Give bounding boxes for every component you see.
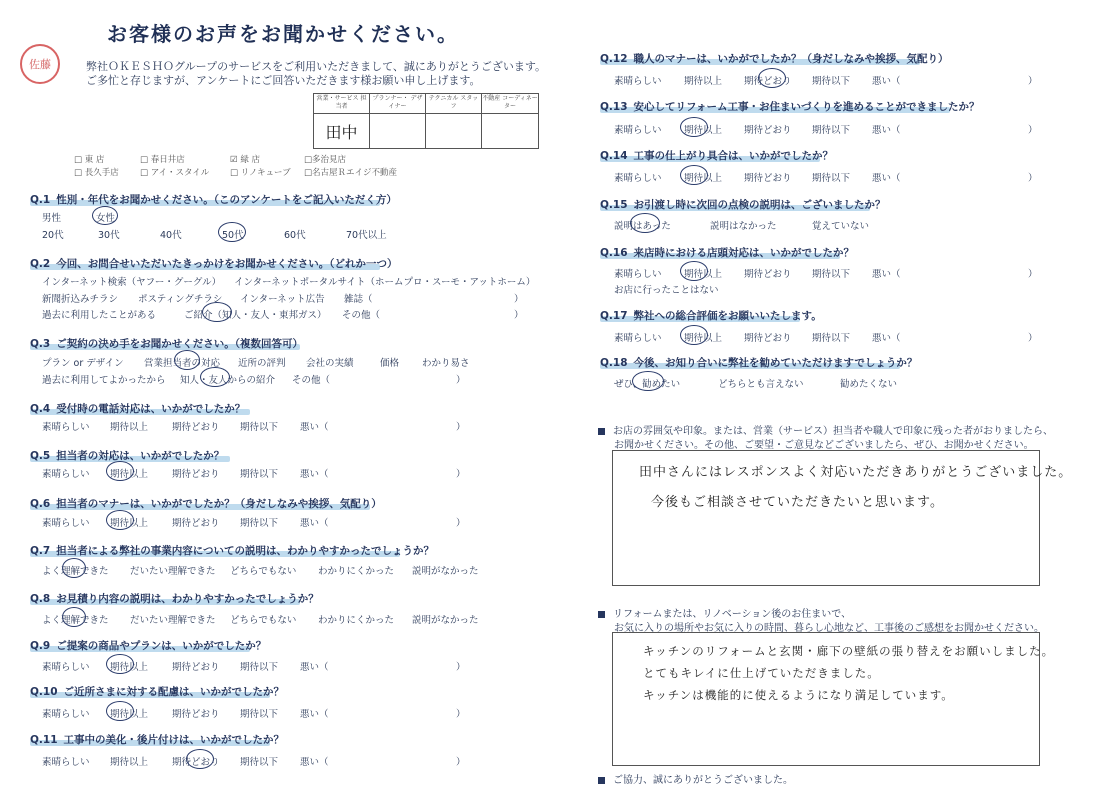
q13-title: Q.13 安心してリフォーム工事・お住まいづくりを進めることができましたか？	[600, 101, 980, 113]
store-nagakute[interactable]: □ 長久手店	[74, 168, 119, 178]
q16-option-below[interactable]: 期待以下	[812, 269, 851, 280]
q6-option-bad[interactable]: 悪い（	[300, 518, 329, 529]
intro-line-1: 弊社ＯＫＥＳＨＯグループのサービスをご利用いただきまして、誠にありがとうございます。	[86, 60, 547, 73]
q14-title: Q.14 工事の仕上がり具合は、いかがでしたか？	[600, 150, 834, 162]
comment2-line-3: キッチンは機能的に使えるようになり満足しています。	[643, 688, 954, 702]
q11-title: Q.11 工事中の美化・後片付けは、いかがでしたか？	[30, 734, 285, 746]
q2-option-other[interactable]: その他（	[342, 310, 381, 321]
q17-option-as-expected[interactable]: 期待どおり	[744, 333, 792, 344]
q17-title: Q.17 弊社への総合評価をお願いいたします。	[600, 310, 822, 322]
q18-option-definitely[interactable]: ぜひ、勧めたい	[614, 379, 681, 390]
q1-option-30s[interactable]: 30代	[98, 230, 120, 241]
comment1-prompt-2: お聞かせください。その他、ご要望・ご意見などございましたら、ぜひ、お聞かせください。	[614, 440, 1034, 451]
q2-option-portal[interactable]: インターネットポータルサイト（ホームプロ・スーモ・アットホーム）	[234, 277, 536, 288]
q2-option-past[interactable]: 過去に利用したことがある	[42, 310, 157, 321]
q3-answer-circle-1	[174, 350, 200, 370]
store-i-style[interactable]: □ アイ・スタイル	[140, 168, 210, 178]
q10-answer-circle	[106, 701, 134, 721]
staff-table	[313, 93, 539, 149]
q3-option-past[interactable]: 過去に利用してよかったから	[42, 375, 166, 386]
staff-header-technical: テクニカル スタッフ	[426, 94, 481, 114]
q9-option-excellent[interactable]: 素晴らしい	[42, 662, 90, 673]
q1-option-female[interactable]: 女性	[96, 213, 116, 224]
comment1-prompt-1: お店の雰囲気や印象。または、営業（サービス）担当者や職人で印象に残った者がおりましたら、	[598, 422, 1053, 437]
q12-option-excellent[interactable]: 素晴らしい	[614, 76, 662, 87]
q9-option-above[interactable]: 期待以上	[110, 662, 149, 673]
q4-option-excellent[interactable]: 素晴らしい	[42, 422, 90, 433]
staff-header-sales: 営業・サービス 担当者	[314, 94, 369, 114]
q6-option-above[interactable]: 期待以上	[110, 518, 149, 529]
staff-cell-realestate	[482, 94, 538, 148]
q9-answer-circle	[106, 654, 134, 674]
q10-bad-close: ）	[456, 709, 466, 720]
q17-bad-close: ）	[1028, 333, 1038, 344]
q14-option-below[interactable]: 期待以下	[812, 173, 851, 184]
q12-option-bad[interactable]: 悪い（	[872, 76, 901, 87]
square-bullet-icon	[598, 611, 605, 618]
q3-option-sales[interactable]: 営業担当者の対応	[144, 358, 221, 369]
q15-option-yes[interactable]: 説明はあった	[614, 221, 671, 232]
q8-option-understood[interactable]: よく理解できた	[42, 615, 109, 626]
q1-option-40s[interactable]: 40代	[160, 230, 182, 241]
q4-option-below[interactable]: 期待以下	[240, 422, 279, 433]
q8-option-neutral[interactable]: どちらでもない	[230, 615, 297, 626]
q1-option-male[interactable]: 男性	[42, 213, 62, 224]
q15-option-no[interactable]: 説明はなかった	[710, 221, 777, 232]
comment1-line-1: 田中さんにはレスポンスよく対応いただきありがとうございました。	[639, 465, 1073, 480]
staff-cell-sales	[314, 94, 370, 148]
comment1-line-2: 今後もご相談させていただきたいと思います。	[651, 495, 944, 510]
q13-option-bad[interactable]: 悪い（	[872, 125, 901, 136]
q13-option-below[interactable]: 期待以下	[812, 125, 851, 136]
intro-line-2: ご多忙と存じますが、アンケートにご回答いただきます様お願い申し上げます。	[86, 74, 481, 87]
staff-header-planner: プランナー・ デザイナー	[370, 94, 425, 114]
q7-title: Q.7 担当者による弊社の事業内容についての説明は、わかりやすかったでしょうか？	[30, 545, 435, 557]
q2-option-web-ad[interactable]: インターネット広告	[240, 294, 325, 305]
q15-option-dont-remember[interactable]: 覚えていない	[812, 221, 870, 232]
q6-option-as-expected[interactable]: 期待どおり	[172, 518, 220, 529]
q6-option-excellent[interactable]: 素晴らしい	[42, 518, 90, 529]
q3-option-price[interactable]: 価格	[380, 358, 400, 369]
square-bullet-icon	[598, 428, 605, 435]
q16-answer-circle	[680, 261, 708, 281]
q14-option-bad[interactable]: 悪い（	[872, 173, 901, 184]
q17-option-below[interactable]: 期待以下	[812, 333, 851, 344]
q3-option-other[interactable]: その他（	[292, 375, 331, 386]
q16-option-above[interactable]: 期待以上	[684, 269, 723, 280]
q17-option-above[interactable]: 期待以上	[684, 333, 723, 344]
q15-title: Q.15 お引渡し時に次回の点検の説明は、ございましたか？	[600, 199, 886, 211]
staff-cell-technical	[426, 94, 482, 148]
comment2-prompt-2: お気に入りの場所やお気に入りの時間、暮らし心地など、工事後のご感想をお聞かせください。	[614, 623, 1044, 634]
square-bullet-icon	[598, 777, 605, 784]
q7-option-understood[interactable]: よく理解できた	[42, 566, 109, 577]
q13-answer-circle	[680, 117, 708, 137]
q18-answer-circle	[632, 371, 664, 391]
q5-option-below[interactable]: 期待以下	[240, 469, 279, 480]
q8-option-mostly[interactable]: だいたい理解できた	[130, 615, 216, 626]
footer-thanks: ご協力、誠にありがとうございました。	[598, 771, 793, 786]
q5-option-bad[interactable]: 悪い（	[300, 469, 329, 480]
q3-option-reputation[interactable]: 近所の評判	[238, 358, 286, 369]
q11-answer-circle	[186, 749, 214, 769]
staff-cell-planner	[370, 94, 426, 148]
q14-option-above[interactable]: 期待以上	[684, 173, 723, 184]
store-r-age[interactable]: □名古屋Ｒエイジ不動産	[304, 168, 398, 178]
q7-option-hard[interactable]: わかりにくかった	[318, 566, 395, 577]
comment2-line-1: キッチンのリフォームと玄関・廊下の壁紙の張り替えをお願いしました。	[643, 644, 1055, 658]
q8-title: Q.8 お見積り内容の説明は、わかりやすかったでしょうか？	[30, 593, 319, 605]
q12-option-above[interactable]: 期待以上	[684, 76, 723, 87]
q8-option-hard[interactable]: わかりにくかった	[318, 615, 395, 626]
staff-value-planner[interactable]	[370, 114, 425, 148]
q5-option-excellent[interactable]: 素晴らしい	[42, 469, 90, 480]
q9-bad-close: ）	[456, 662, 466, 673]
q11-option-above[interactable]: 期待以上	[110, 757, 149, 768]
q2-other-close: ）	[514, 310, 524, 321]
q12-answer-circle	[758, 68, 786, 88]
q15-answer-circle	[630, 213, 660, 233]
q17-option-excellent[interactable]: 素晴らしい	[614, 333, 662, 344]
q1-title: Q.1 性別・年代をお聞かせください。（このアンケートをご記入いただく方）	[30, 194, 397, 206]
q11-option-below[interactable]: 期待以下	[240, 757, 279, 768]
q4-option-as-expected[interactable]: 期待どおり	[172, 422, 220, 433]
q6-option-below[interactable]: 期待以下	[240, 518, 279, 529]
q2-option-posting[interactable]: ポスティングチラシ	[138, 294, 223, 305]
q16-option-never-visited[interactable]: お店に行ったことはない	[614, 285, 719, 296]
q3-option-referral[interactable]: 知人・友人からの紹介	[180, 375, 276, 386]
q10-title: Q.10 ご近所さまに対する配慮は、いかがでしたか？	[30, 686, 285, 698]
company-seal: 佐藤	[20, 44, 60, 84]
q9-option-below[interactable]: 期待以下	[240, 662, 279, 673]
q4-title: Q.4 受付時の電話対応は、いかがでしたか？	[30, 403, 246, 415]
q7-option-none[interactable]: 説明がなかった	[412, 566, 479, 577]
q6-title: Q.6 担当者のマナーは、いかがでしたか？（身だしなみや挨拶、気配り）	[30, 498, 382, 510]
staff-value-technical[interactable]	[426, 114, 481, 148]
comment2-line-2: とてもキレイに仕上げていただきました。	[643, 666, 880, 680]
q2-title: Q.2 今回、お問合せいただいたきっかけをお聞かせください。（どれか一つ）	[30, 258, 398, 270]
q4-bad-close: ）	[456, 422, 466, 433]
q10-option-as-expected[interactable]: 期待どおり	[172, 709, 220, 720]
q5-answer-circle	[106, 461, 134, 481]
q14-option-excellent[interactable]: 素晴らしい	[614, 173, 662, 184]
q17-option-bad[interactable]: 悪い（	[872, 333, 901, 344]
q16-option-excellent[interactable]: 素晴らしい	[614, 269, 662, 280]
q1-answer-circle	[92, 206, 118, 225]
q16-title: Q.16 来店時における店頭対応は、いかがでしたか？	[600, 247, 855, 259]
q14-bad-close: ）	[1028, 173, 1038, 184]
q18-option-neutral[interactable]: どちらとも言えない	[718, 379, 804, 390]
q1-option-70s[interactable]: 70代以上	[346, 230, 387, 241]
q10-option-above[interactable]: 期待以上	[110, 709, 149, 720]
q7-option-mostly[interactable]: だいたい理解できた	[130, 566, 216, 577]
q2-answer-circle	[202, 302, 232, 322]
store-renocube[interactable]: □ リノキューブ	[230, 168, 291, 178]
q12-title: Q.12 職人のマナーは、いかがでしたか？（身だしなみや挨拶、気配り）	[600, 53, 949, 65]
q16-option-bad[interactable]: 悪い（	[872, 269, 901, 280]
q17-answer-circle	[680, 325, 708, 345]
q11-option-as-expected[interactable]: 期待どおり	[172, 757, 220, 768]
q3-answer-circle-2	[200, 367, 230, 387]
store-kasugai[interactable]: □ 春日井店	[140, 155, 185, 165]
q11-option-bad[interactable]: 悪い（	[300, 757, 329, 768]
q5-option-as-expected[interactable]: 期待どおり	[172, 469, 220, 480]
q10-option-bad[interactable]: 悪い（	[300, 709, 329, 720]
q2-option-flyer[interactable]: 新聞折込みチラシ	[42, 294, 119, 305]
q16-option-as-expected[interactable]: 期待どおり	[744, 269, 792, 280]
staff-value-sales[interactable]: 田中	[325, 122, 358, 142]
q7-answer-circle	[62, 558, 86, 578]
q10-option-below[interactable]: 期待以下	[240, 709, 279, 720]
q13-option-as-expected[interactable]: 期待どおり	[744, 125, 792, 136]
q13-option-excellent[interactable]: 素晴らしい	[614, 125, 662, 136]
staff-value-realestate[interactable]	[482, 114, 538, 148]
store-tajimi[interactable]: □多治見店	[304, 155, 347, 165]
q12-bad-close: ）	[1028, 76, 1038, 87]
q6-bad-close: ）	[456, 518, 466, 529]
q9-option-bad[interactable]: 悪い（	[300, 662, 329, 673]
q3-option-plan[interactable]: プラン or デザイン	[42, 358, 124, 369]
q7-option-neutral[interactable]: どちらでもない	[230, 566, 297, 577]
store-higashi[interactable]: □ 東 店	[74, 155, 105, 165]
q9-option-as-expected[interactable]: 期待どおり	[172, 662, 220, 673]
q6-answer-circle	[106, 510, 134, 530]
q18-option-no[interactable]: 勧めたくない	[840, 379, 898, 390]
q5-bad-close: ）	[456, 469, 466, 480]
q12-option-below[interactable]: 期待以下	[812, 76, 851, 87]
q13-bad-close: ）	[1028, 125, 1038, 136]
q1-option-20s[interactable]: 20代	[42, 230, 64, 241]
comment2-prompt-1: リフォームまたは、リノベーション後のお住まいで、	[598, 605, 851, 620]
comment1-box[interactable]	[612, 450, 1073, 586]
q2-option-magazine[interactable]: 雑誌（	[344, 294, 373, 305]
q10-option-excellent[interactable]: 素晴らしい	[42, 709, 90, 720]
store-midori[interactable]: ☑ 緑 店	[230, 155, 261, 165]
q8-answer-circle	[62, 607, 86, 627]
q3-option-track-record[interactable]: 会社の実績	[306, 358, 354, 369]
q2-magazine-close: ）	[514, 294, 524, 305]
q18-title: Q.18 今後、お知り合いに弊社を勧めていただけますでしょうか？	[600, 357, 918, 369]
q2-option-search[interactable]: インターネット検索（ヤフー・グーグル）	[42, 277, 222, 288]
q4-option-above[interactable]: 期待以上	[110, 422, 149, 433]
q14-option-as-expected[interactable]: 期待どおり	[744, 173, 792, 184]
comment2-box[interactable]	[612, 632, 1055, 766]
survey-title: お客様のお声をお聞かせください。	[107, 22, 459, 46]
staff-header-realestate: 不動産 コーディネーター	[482, 94, 538, 114]
q8-option-none[interactable]: 説明がなかった	[412, 615, 479, 626]
q5-title: Q.5 担当者の対応は、いかがでしたか？	[30, 450, 225, 462]
q16-bad-close: ）	[1028, 269, 1038, 280]
q3-other-close: ）	[456, 375, 466, 386]
q4-option-bad[interactable]: 悪い（	[300, 422, 329, 433]
q3-title: Q.3 ご契約の決め手をお聞かせください。（複数回答可）	[30, 338, 303, 350]
q13-option-above[interactable]: 期待以上	[684, 125, 723, 136]
q11-option-excellent[interactable]: 素晴らしい	[42, 757, 90, 768]
q12-option-as-expected[interactable]: 期待どおり	[744, 76, 792, 87]
q1-option-50s[interactable]: 50代	[222, 230, 244, 241]
q1-age-circle	[218, 222, 246, 242]
q2-option-referral[interactable]: ご紹介（知人・友人・東邦ガス）	[184, 310, 327, 321]
q5-option-above[interactable]: 期待以上	[110, 469, 149, 480]
q3-option-clarity[interactable]: わかり易さ	[422, 358, 470, 369]
q1-option-60s[interactable]: 60代	[284, 230, 306, 241]
q9-title: Q.9 ご提案の商品やプランは、いかがでしたか？	[30, 640, 267, 652]
q14-answer-circle	[680, 165, 708, 185]
q11-bad-close: ）	[456, 757, 466, 768]
